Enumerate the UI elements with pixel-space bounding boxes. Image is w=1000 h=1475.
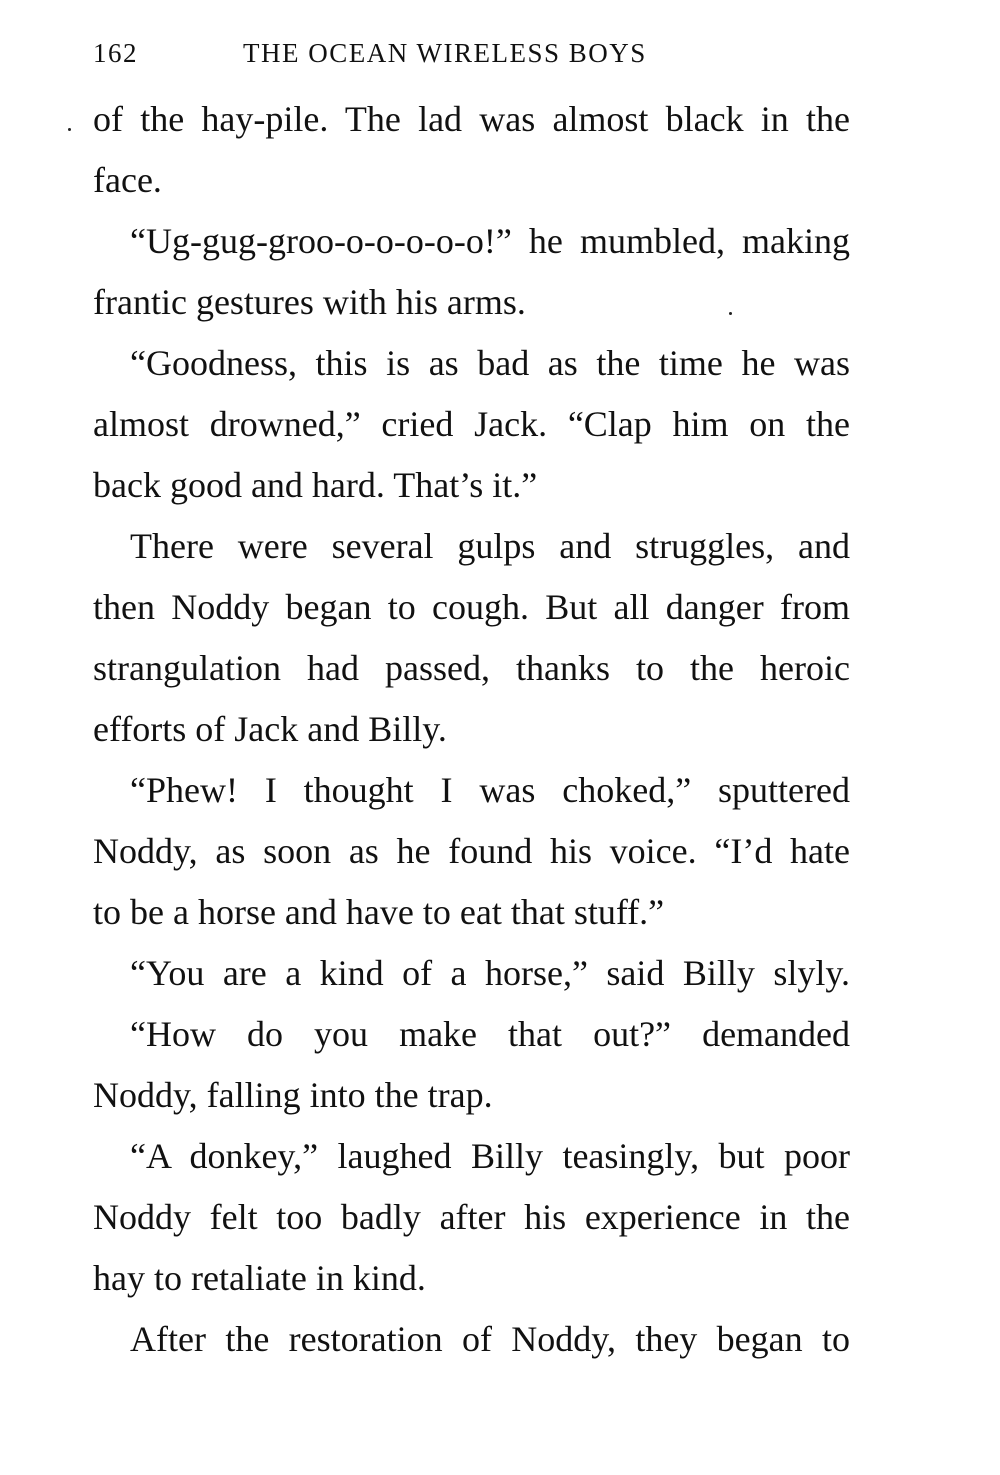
page-header <box>93 38 853 78</box>
text-line: “How do you make that out?” demanded <box>130 1014 850 1054</box>
text-line: efforts of Jack and Billy. <box>93 709 447 749</box>
page-number: 162 <box>93 38 138 68</box>
text-line: Noddy, as soon as he found his voice. “I’d hate <box>93 831 850 871</box>
text-line: “A donkey,” laughed Billy teasingly, but poor <box>130 1136 850 1176</box>
text-line: There were several gulps and struggles, and <box>130 526 850 566</box>
text-line: strangulation had passed, thanks to the heroic <box>93 648 850 688</box>
text-line: face. <box>93 160 162 200</box>
text-line: hay to retaliate in kind. <box>93 1258 426 1298</box>
scan-speck <box>68 128 71 131</box>
text-line: to be a horse and have to eat that stuff.” <box>93 892 665 932</box>
text-line: then Noddy began to cough. But all danger from <box>93 587 850 627</box>
running-title: THE OCEAN WIRELESS BOYS <box>243 38 647 68</box>
text-line: back good and hard. That’s it.” <box>93 465 538 505</box>
text-line: “Ug-gug-groo-o-o-o-o-o!” he mumbled, making <box>130 221 850 261</box>
scan-speck <box>729 312 732 315</box>
text-line: “You are a kind of a horse,” said Billy slyly. <box>130 953 850 993</box>
text-line: After the restoration of Noddy, they began to <box>130 1319 850 1359</box>
text-line: of the hay-pile. The lad was almost black in the <box>93 99 850 139</box>
text-line: “Goodness, this is as bad as the time he was <box>130 343 850 383</box>
text-line: almost drowned,” cried Jack. “Clap him on the <box>93 404 850 444</box>
text-line: Noddy, falling into the trap. <box>93 1075 493 1115</box>
text-line: “Phew! I thought I was choked,” sputtered <box>130 770 850 810</box>
text-line: Noddy felt too badly after his experience in the <box>93 1197 850 1237</box>
text-line: frantic gestures with his arms. <box>93 282 526 322</box>
